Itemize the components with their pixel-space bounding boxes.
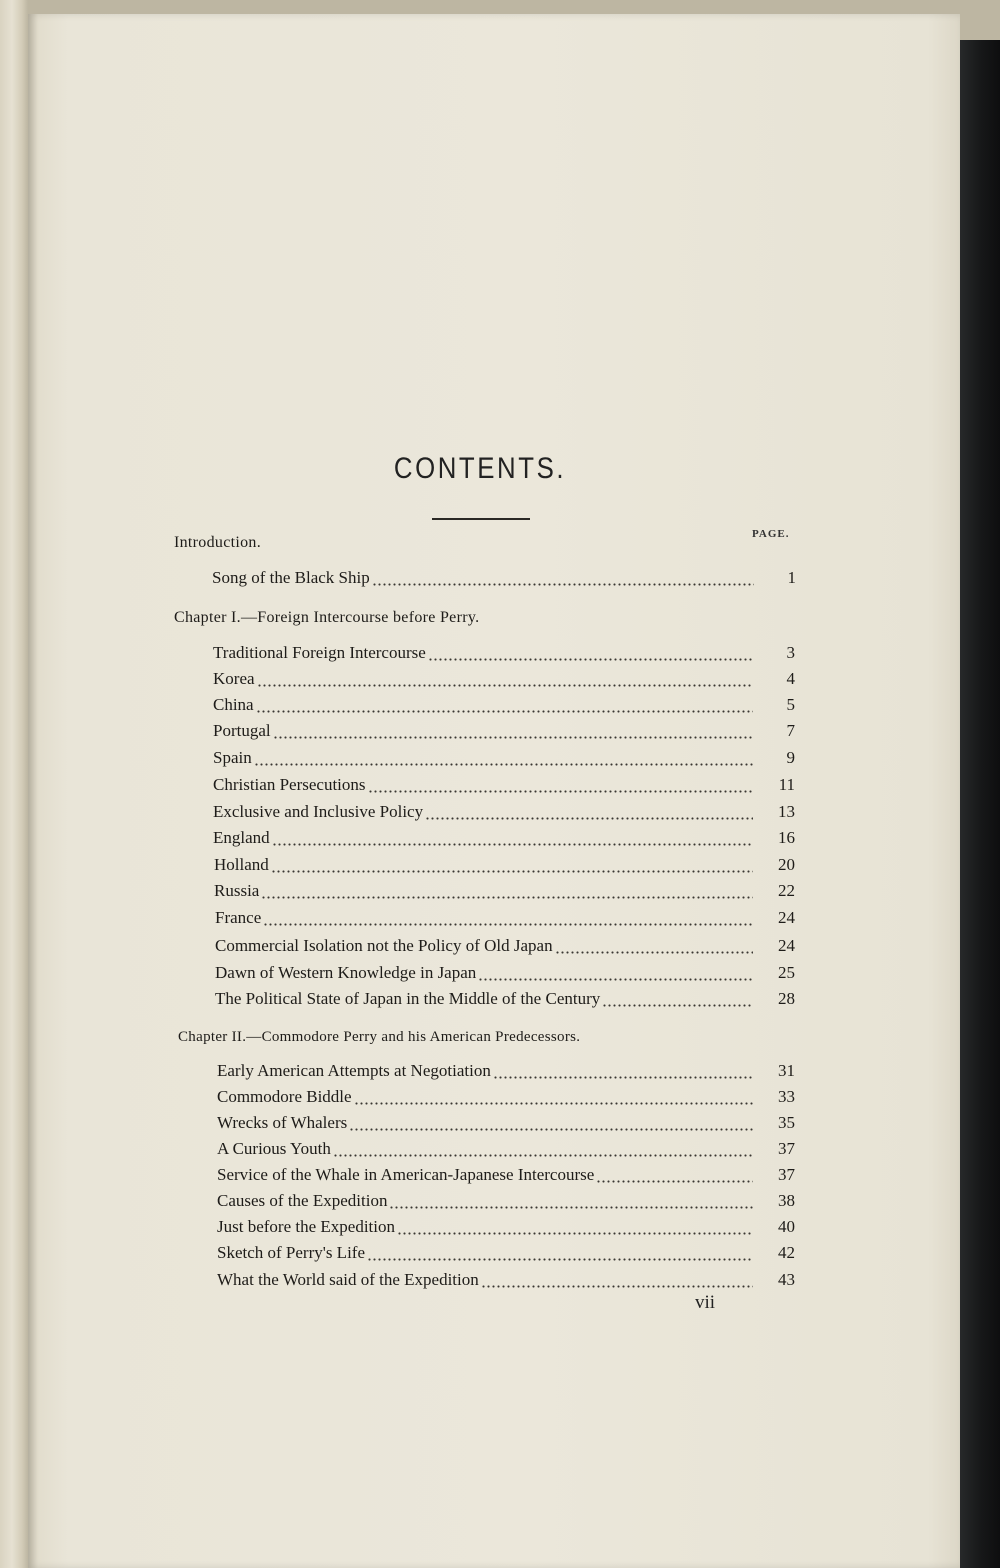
entry-title: Korea [213, 669, 255, 688]
entry-title: Dawn of Western Knowledge in Japan [215, 963, 477, 982]
entry-title: England [213, 828, 270, 847]
entry-title: A Curious Youth [217, 1139, 331, 1158]
entry-title: Russia [214, 881, 260, 900]
entry-page-number: 1 [787, 568, 796, 587]
entry-title: Early American Attempts at Negotiation [217, 1061, 491, 1080]
toc-entry[interactable] [217, 1113, 795, 1135]
entry-page-number: 9 [786, 748, 795, 767]
leader-dots [478, 978, 753, 981]
leader-dots [389, 1206, 753, 1209]
entry-page-number: 37 [778, 1139, 795, 1158]
toc-entry[interactable] [217, 1217, 795, 1239]
entry-title: Wrecks of Whalers [217, 1113, 348, 1132]
toc-entry[interactable] [217, 1061, 795, 1083]
toc-entry[interactable] [212, 568, 796, 590]
entry-page-number: 28 [778, 989, 795, 1008]
leader-dots [256, 710, 753, 713]
entry-page-number: 37 [778, 1165, 795, 1184]
toc-entry[interactable] [213, 775, 795, 797]
toc-entry[interactable] [215, 963, 795, 985]
toc-entry[interactable] [213, 828, 795, 850]
page-column-label: PAGE. [752, 528, 790, 540]
leader-dots [254, 763, 753, 766]
entry-title: Commodore Biddle [217, 1087, 352, 1106]
toc-entry[interactable] [215, 989, 795, 1011]
entry-page-number: 7 [786, 721, 795, 740]
toc-entry[interactable] [217, 1165, 795, 1187]
book-cover [955, 40, 1000, 1568]
leader-dots [272, 843, 753, 846]
entry-title: Sketch of Perry's Life [217, 1243, 365, 1262]
toc-entry[interactable] [213, 748, 795, 770]
entry-page-number: 3 [786, 643, 795, 662]
entry-page-number: 31 [778, 1061, 795, 1080]
leader-dots [493, 1076, 753, 1079]
entry-page-number: 40 [778, 1217, 795, 1236]
leader-dots [481, 1285, 753, 1288]
entry-page-number: 38 [778, 1191, 795, 1210]
entry-page-number: 25 [778, 963, 795, 982]
entry-title: Spain [213, 748, 252, 767]
entry-page-number: 43 [778, 1270, 795, 1289]
entry-title: Exclusive and Inclusive Policy [213, 802, 424, 821]
toc-entry[interactable] [217, 1139, 795, 1161]
entry-title: Holland [214, 855, 269, 874]
entry-title: Traditional Foreign Intercourse [213, 643, 426, 662]
entry-title: Christian Persecutions [213, 775, 366, 794]
page-folio: vii [695, 1292, 716, 1313]
entry-page-number: 5 [786, 695, 795, 714]
entry-title: Commercial Isolation not the Policy of Old Japan [215, 936, 553, 955]
entry-page-number: 24 [778, 908, 795, 927]
leader-dots [273, 736, 753, 739]
entry-page-number: 22 [778, 881, 795, 900]
section-heading-chapter-2: Chapter II.—Commodore Perry and his American Predecessors. [178, 1029, 581, 1045]
entry-page-number: 33 [778, 1087, 795, 1106]
entry-title: Just before the Expedition [217, 1217, 395, 1236]
entry-page-number: 35 [778, 1113, 795, 1132]
toc-entry[interactable] [214, 855, 795, 877]
leader-dots [257, 684, 753, 687]
entry-title: Causes of the Expedition [217, 1191, 388, 1210]
toc-entry[interactable] [214, 881, 795, 903]
leader-dots [261, 896, 753, 899]
leader-dots [333, 1154, 753, 1157]
entry-title: China [213, 695, 254, 714]
entry-title: France [215, 908, 262, 927]
leader-dots [596, 1180, 753, 1183]
toc-entry[interactable] [213, 643, 795, 665]
leader-dots [425, 817, 753, 820]
entry-page-number: 4 [786, 669, 795, 688]
title-rule [432, 518, 530, 520]
entry-page-number: 16 [778, 828, 795, 847]
leader-dots [368, 790, 753, 793]
entry-page-number: 20 [778, 855, 795, 874]
leader-dots [271, 870, 753, 873]
entry-title: The Political State of Japan in the Middle of the Century [215, 989, 601, 1008]
leader-dots [602, 1004, 753, 1007]
section-heading-introduction: Introduction. [174, 534, 261, 551]
leader-dots [397, 1232, 753, 1235]
leader-dots [349, 1128, 753, 1131]
toc-entry[interactable] [215, 936, 795, 958]
toc-entry[interactable] [213, 802, 795, 824]
entry-title: Song of the Black Ship [212, 568, 370, 587]
leader-dots [555, 951, 753, 954]
entry-page-number: 11 [778, 775, 795, 794]
leader-dots [263, 923, 753, 926]
entry-page-number: 24 [778, 936, 795, 955]
toc-entry[interactable] [217, 1087, 795, 1109]
toc-entry[interactable] [215, 908, 795, 930]
section-heading-chapter-1: Chapter I.—Foreign Intercourse before Perry. [174, 609, 480, 626]
toc-entry[interactable] [213, 695, 795, 717]
entry-title: Service of the Whale in American-Japanese Intercourse [217, 1165, 595, 1184]
entry-title: What the World said of the Expedition [217, 1270, 479, 1289]
entry-page-number: 42 [778, 1243, 795, 1262]
toc-entry[interactable] [217, 1270, 795, 1292]
toc-entry[interactable] [217, 1191, 795, 1213]
toc-entry[interactable] [213, 669, 795, 691]
leader-dots [354, 1102, 753, 1105]
page-title: CONTENTS. [393, 452, 567, 485]
entry-page-number: 13 [778, 802, 795, 821]
toc-entry[interactable] [213, 721, 795, 743]
entry-title: Portugal [213, 721, 271, 740]
toc-entry[interactable] [217, 1243, 795, 1265]
leader-dots [428, 658, 753, 661]
leader-dots [372, 583, 754, 586]
leader-dots [367, 1258, 753, 1261]
